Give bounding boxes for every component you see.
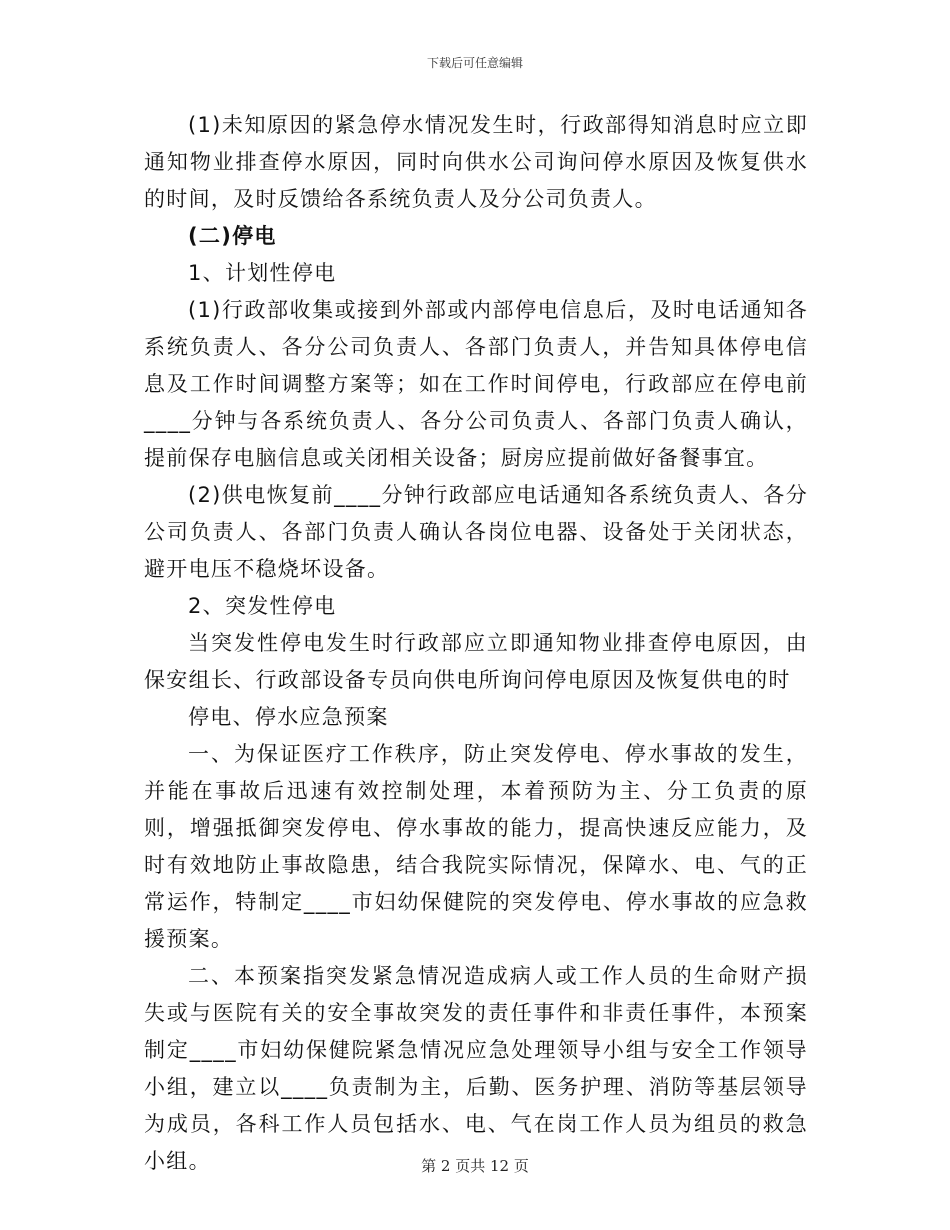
subheading-planned-outage: 1、计划性停电: [188, 261, 337, 285]
paragraph-plan-purpose: 一、为保证医疗工作秩序，防止突发停电、停水事故的发生，并能在事故后迅速有效控制处理，本着预防为主、分工负责的原则，增强抵御突发停电、停水事故的能力，提高快速反应能力，及时有效地防止事故隐患，结合我院实际情况，保障水、电、气的正常运作，特制定____市妇幼保健院的突发停电、停水事故的应急救援预案。: [144, 742, 808, 951]
document-title-emergency-plan: 停电、停水应急预案: [188, 705, 389, 729]
subheading-sudden-outage: 2、突发性停电: [188, 594, 337, 618]
paragraph-water-outage-unknown: (1)未知原因的紧急停水情况发生时，行政部得知消息时应立即通知物业排查停水原因，同时向供水公司询问停水原因及恢复供水的时间，及时反馈给各系统负责人及分公司负责人。: [144, 113, 808, 211]
paragraph-sudden-outage: 当突发性停电发生时行政部应立即通知物业排查停电原因，由保安组长、行政部设备专员向供电所询问停电原因及恢复供电的时: [144, 631, 808, 692]
document-body: [144, 107, 808, 1180]
paragraph-plan-scope: 二、本预案指突发紧急情况造成病人或工作人员的生命财产损失或与医院有关的安全事故突发的责任事件和非责任事件，本预案制定____市妇幼保健院紧急情况应急处理领导小组与安全工作领导小组，建立以____负责制为主，后勤、医务护理、消防等基层领导为成员，各科工作人员包括水、电、气在岗工作人员为组员的救急小组。: [144, 964, 808, 1173]
page-header-note: 下载后可任意编辑: [426, 56, 523, 70]
paragraph-planned-outage-notice: (1)行政部收集或接到外部或内部停电信息后，及时电话通知各系统负责人、各分公司负责人、各部门负责人，并告知具体停电信息及工作时间调整方案等；如在工作时间停电，行政部应在停电前____分钟与各系统负责人、各分公司负责人、各部门负责人确认，提前保存电脑信息或关闭相关设备；厨房应提前做好备餐事宜。: [144, 298, 808, 470]
page-footer-number: 第 2 页共 12 页: [421, 1157, 529, 1175]
section-heading-power-outage: (二)停电: [188, 224, 277, 248]
paragraph-power-restore: (2)供电恢复前____分钟行政部应电话通知各系统负责人、各分公司负责人、各部门负责人确认各岗位电器、设备处于关闭状态，避开电压不稳烧坏设备。: [144, 483, 808, 581]
